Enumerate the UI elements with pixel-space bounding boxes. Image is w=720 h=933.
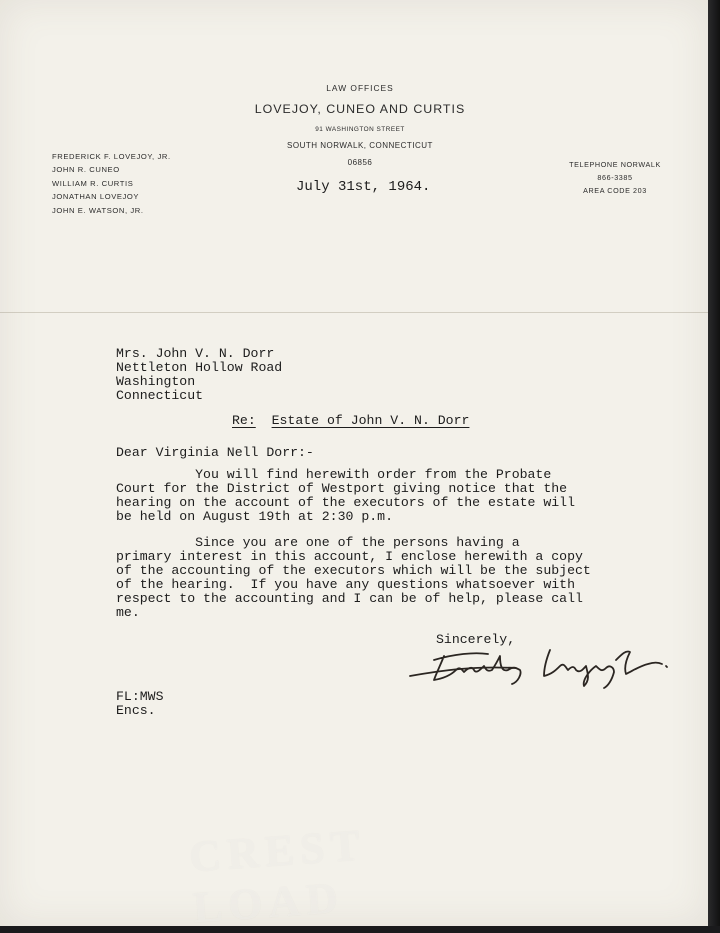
closing: Sincerely, — [436, 632, 516, 647]
embossed-stamp: CREST LOAD — [187, 820, 367, 933]
firm-city: SOUTH NORWALK, CONNECTICUT — [287, 141, 433, 150]
partner-name: JOHN E. WATSON, JR. — [52, 205, 144, 215]
address-line: Mrs. John V. N. Dorr — [116, 346, 275, 361]
body-paragraph-2: Since you are one of the persons having a primary interest in this account, I enclose herewith a copy of the accounting of the executors which will be the subject of the hearing. If you have any questions whatsoever with respect to the accounting and I can be of help, please call me. — [116, 535, 591, 620]
initials-line: FL:MWS — [116, 689, 164, 704]
address-line: Nettleton Hollow Road — [116, 360, 283, 375]
telephone-block — [560, 158, 670, 197]
partner-name: WILLIAM R. CURTIS — [52, 178, 134, 188]
subject-line — [232, 414, 469, 428]
recipient-address — [116, 347, 282, 403]
letterhead-label: LAW OFFICES — [326, 83, 394, 93]
scan-edge — [708, 0, 720, 926]
body-paragraph-1: You will find herewith order from the Probate Court for the District of Westport giving notice that the hearing on the account of the executors of the estate will be held on August 19th at 2:30 p.m. — [116, 467, 575, 524]
partner-list — [52, 150, 171, 217]
enclosure-line: Encs. — [116, 703, 156, 718]
address-line: Washington — [116, 374, 196, 389]
partner-name: JOHN R. CUNEO — [52, 165, 120, 175]
firm-name: LOVEJOY, CUNEO AND CURTIS — [254, 102, 466, 116]
firm-zip: 06856 — [347, 158, 373, 167]
address-line: Connecticut — [116, 388, 204, 403]
fold-line — [0, 312, 708, 313]
subject-prefix: Re: — [232, 413, 256, 428]
subject-text: Estate of John V. N. Dorr — [271, 413, 470, 428]
telephone-label: TELEPHONE NORWALK — [569, 160, 661, 169]
typist-initials — [116, 690, 163, 718]
firm-street: 91 WASHINGTON STREET — [315, 126, 405, 133]
telephone-number: 866-3385 — [597, 173, 633, 182]
handwritten-signature — [404, 640, 674, 690]
area-code: AREA CODE 203 — [583, 186, 647, 195]
letter-date: July 31st, 1964. — [296, 179, 431, 195]
salutation: Dear Virginia Nell Dorr:- — [116, 445, 314, 460]
partner-name: FREDERICK F. LOVEJOY, JR. — [52, 152, 171, 161]
partner-name: JONATHAN LOVEJOY — [52, 192, 140, 202]
